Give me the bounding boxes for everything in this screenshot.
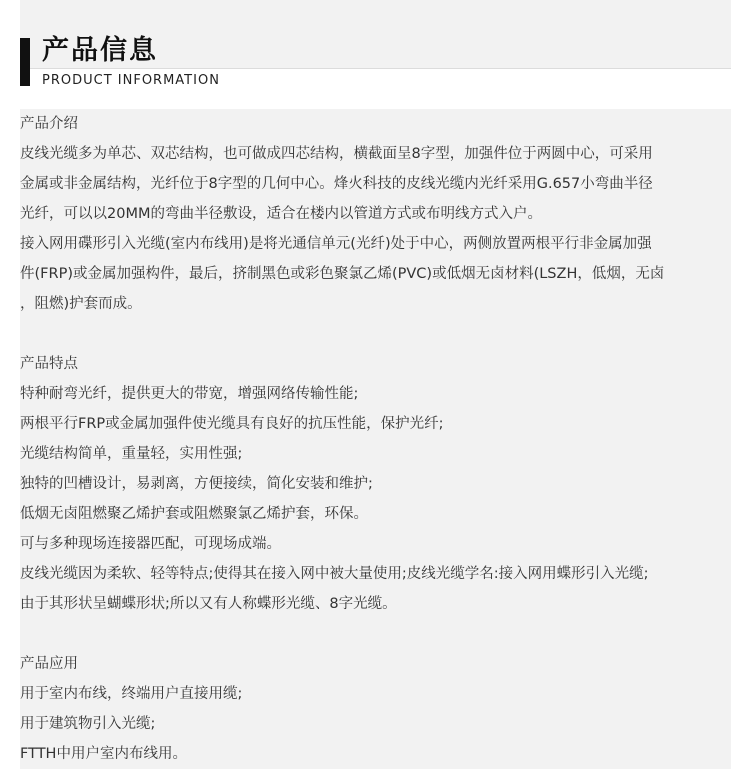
application-line: 用于室内布线，终端用户直接用缆; <box>20 686 243 702</box>
intro-heading: 产品介绍 <box>20 116 78 132</box>
feature-line: 可与多种现场连接器匹配，可现场成端。 <box>20 536 281 552</box>
intro-line: 接入网用碟形引入光缆(室内布线用)是将光通信单元(光纤)处于中心，两侧放置两根平行非金属加强 <box>20 236 652 252</box>
features-heading: 产品特点 <box>20 356 78 372</box>
content-panel <box>20 109 731 769</box>
intro-line: 皮线光缆多为单芯、双芯结构，也可做成四芯结构，横截面呈8字型，加强件位于两圆中心，可采用 <box>20 146 653 162</box>
feature-line: 特种耐弯光纤，提供更大的带宽，增强网络传输性能; <box>20 386 359 402</box>
feature-line: 光缆结构简单，重量轻，实用性强; <box>20 446 243 462</box>
intro-line: 金属或非金属结构，光纤位于8字型的几何中心。烽火科技的皮线光缆内光纤采用G.657小弯曲半径 <box>20 176 653 192</box>
title-accent-bar <box>20 38 30 86</box>
header-divider <box>20 68 731 69</box>
intro-line: 件(FRP)或金属加强构件，最后，挤制黑色或彩色聚氯乙烯(PVC)或低烟无卤材料(LSZH，低烟，无卤 <box>20 266 665 282</box>
section-spacer <box>20 319 731 349</box>
intro-line: ，阻燃)护套而成。 <box>20 296 142 312</box>
feature-line: 低烟无卤阻燃聚乙烯护套或阻燃聚氯乙烯护套，环保。 <box>20 506 368 522</box>
feature-line: 两根平行FRP或金属加强件使光缆具有良好的抗压性能，保护光纤; <box>20 416 444 432</box>
section-spacer <box>20 619 731 649</box>
section-title: 产品信息 <box>42 35 158 66</box>
feature-line: 独特的凹槽设计，易剥离，方便接续，简化安装和维护; <box>20 476 373 492</box>
feature-line: 由于其形状呈蝴蝶形状;所以又有人称蝶形光缆、8字光缆。 <box>20 596 397 612</box>
section-subtitle: PRODUCT INFORMATION <box>42 73 220 88</box>
intro-line: 光纤，可以以20MM的弯曲半径敷设，适合在楼内以管道方式或布明线方式入户。 <box>20 206 542 222</box>
applications-heading: 产品应用 <box>20 656 78 672</box>
application-line: 用于建筑物引入光缆; <box>20 716 156 732</box>
feature-line: 皮线光缆因为柔软、轻等特点;使得其在接入网中被大量使用;皮线光缆学名:接入网用蝶形引入光缆; <box>20 566 649 582</box>
application-line: FTTH中用户室内布线用。 <box>20 746 187 762</box>
